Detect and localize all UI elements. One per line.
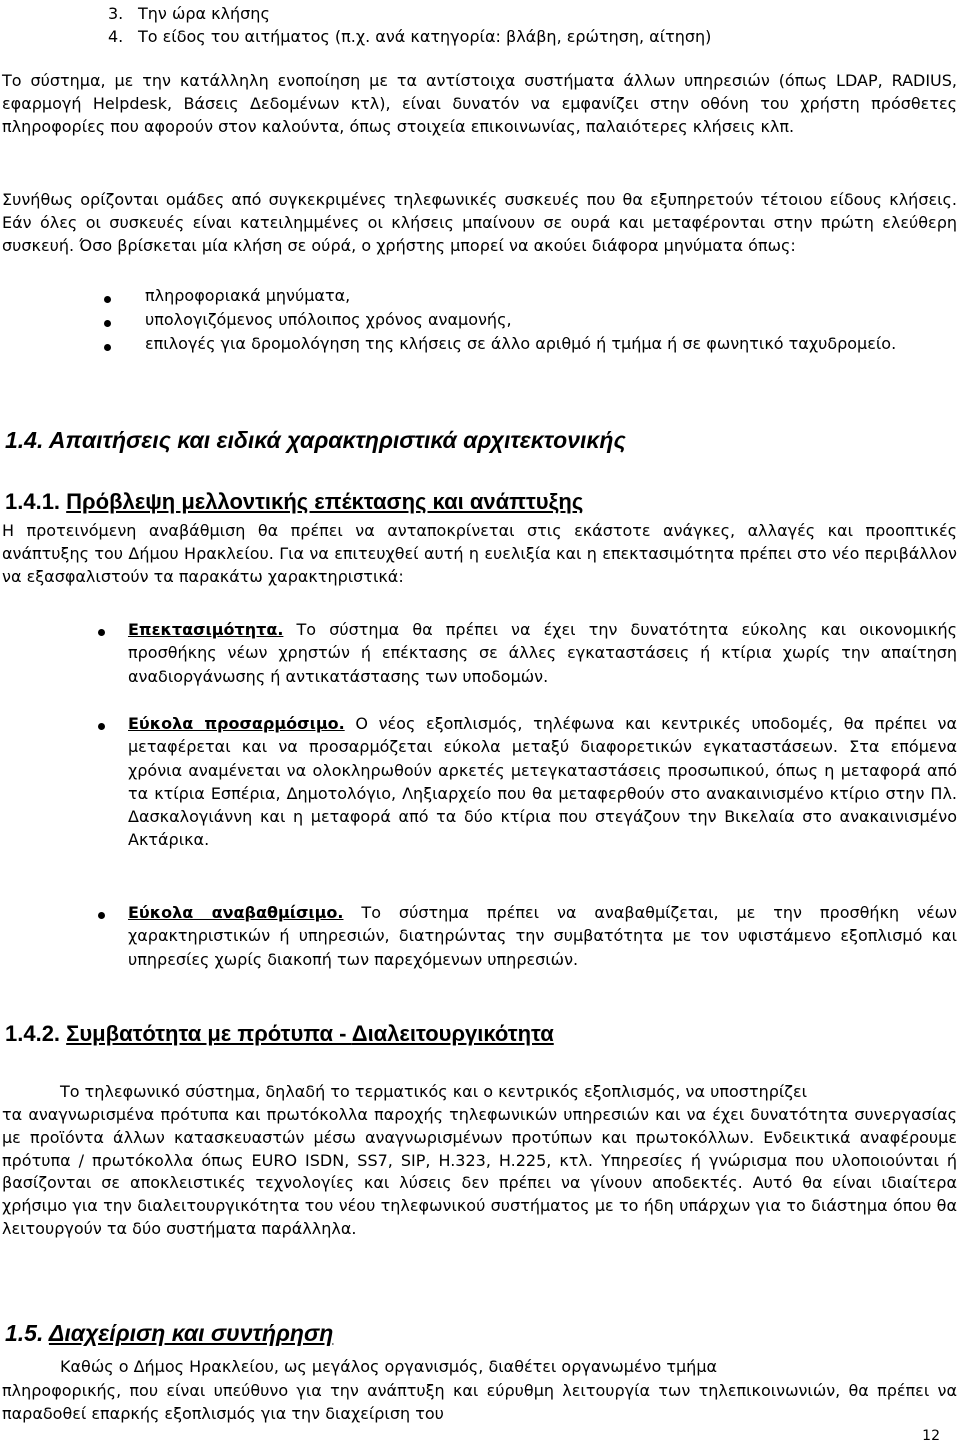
section-title: Διαχείριση και συντήρηση bbox=[48, 1320, 334, 1346]
feature-item bbox=[128, 712, 957, 852]
list-item: πληροφοριακά μηνύματα, bbox=[145, 286, 351, 305]
paragraph-integration: Το σύστημα, με την κατάλληλη ενοποίηση με τα αντίστοιχα συστήματα άλλων υπηρεσιών (όπως LDAP, RADIUS, εφαρμογή Helpdesk, Βάσεις Δεδομένων κτλ), είναι δυνατόν να εμφανίζει στην οθόνη του χρήστη πρόσθετες πληροφορίες που αφορούν στον καλούντα, όπως στοιχεία επικοινωνίας, παλαιότερες κλήσεις κλπ. bbox=[2, 71, 957, 136]
paragraph-maint-first-line: Καθώς ο Δήμος Ηρακλείου, ως μεγάλος οργανισμός, διαθέτει οργανωμένο τμήμα bbox=[60, 1357, 718, 1376]
bullet-icon bbox=[104, 320, 111, 327]
section-number: 1.4. bbox=[5, 427, 44, 453]
paragraph-call-groups: Συνήθως ορίζονται ομάδες από συγκεκριμένες τηλεφωνικές συσκευές που θα εξυπηρετούν τέτοιου είδους κλήσεις. Εάν όλες οι συσκευές είναι κατειλημμένες οι κλήσεις μπαίνουν σε ουρά και μεταφέρονται στην πρώτη ελεύθερη συσκευή. Όσο βρίσκεται μία κλήση σε ούρά, ο χρήστης μπορεί να ακούει διάφορα μηνύματα όπως: bbox=[2, 190, 957, 255]
list-item bbox=[108, 26, 712, 48]
section-title-part: Διαλειτουργικότητα bbox=[351, 1021, 554, 1046]
feature-lead: Εύκολα αναβαθμίσιμο. bbox=[128, 903, 344, 922]
bullet-icon bbox=[104, 296, 111, 303]
feature-item bbox=[128, 618, 957, 688]
feature-text: Το σύστημα πρέπει να αναβαθμίζεται, με την προσθήκη νέων χαρακτηριστικών ή υπηρεσιών, διατηρώντας την συμβατότητα με τον υφιστάμενο εξοπλισμό και υπηρεσίες χωρίς διακοπή των παρεχόμενων υπηρεσιών. bbox=[128, 903, 957, 969]
list-number: 3. bbox=[108, 4, 124, 23]
section-title-part: Συμβατότητα με πρότυπα - bbox=[66, 1021, 352, 1046]
section-title: Απαιτήσεις και ειδικά χαρακτηριστικά αρχιτεκτονικής bbox=[48, 427, 626, 453]
section-heading-1-4 bbox=[5, 427, 626, 454]
paragraph-upgrade: Η προτεινόμενη αναβάθμιση θα πρέπει να ανταποκρίνεται στις εκάστοτε ανάγκες, αλλαγές και προοπτικές ανάπτυξης του Δήμου Ηρακλείου. Για να επιτευχθεί αυτή η ευελιξία και η επεκτασιμότητα πρέπει στο νέο περιβάλλον να εξασφαλιστούν τα παρακάτω χαρακτηριστικά: bbox=[2, 521, 957, 586]
feature-lead: Εύκολα προσαρμόσιμο. bbox=[128, 714, 345, 733]
section-heading-1-5 bbox=[5, 1320, 333, 1347]
paragraph-maint: πληροφορικής, που είναι υπεύθυνο για την ανάπτυξη και εύρυθμη λειτουργία των τηλεπικοινωνιών, θα πρέπει να παραδοθεί επαρκής εξοπλισμός για την διαχείριση του bbox=[2, 1381, 957, 1423]
bullet-icon bbox=[98, 723, 105, 730]
paragraph-compat-first-line: Το τηλεφωνικό σύστημα, δηλαδή το τερματικός και ο κεντρικός εξοπλισμός, να υποστηρίζει bbox=[60, 1082, 808, 1101]
section-heading-1-4-1 bbox=[5, 489, 583, 515]
feature-item bbox=[128, 901, 957, 971]
list-item bbox=[108, 3, 270, 25]
bullet-icon bbox=[98, 629, 105, 636]
list-item: επιλογές για δρομολόγηση της κλήσεις σε άλλο αριθμό ή τμήμα ή σε φωνητικό ταχυδρομείο. bbox=[145, 334, 897, 353]
section-number: 1.4.2. bbox=[5, 1021, 61, 1046]
feature-text: Το σύστημα θα πρέπει να έχει την δυνατότητα εύκολης και οικονομικής προσθήκης νέων χρηστών ή επέκτασης σε άλλες εγκαταστάσεις ή κτίρια χωρίς την απαίτηση αναδιοργάνωσης ή αντικατάστασης των υποδομών. bbox=[128, 620, 957, 686]
paragraph-compat: τα αναγνωρισμένα πρότυπα και πρωτόκολλα παροχής τηλεφωνικών υπηρεσιών και να έχει δυνατότητα συνεργασίας με προϊόντα άλλων κατασκευαστών μέσω αναγνωρισμένων προτύπων και πρωτοκόλλων. Ενδεικτικά αναφέρουμε πρότυπα / πρωτόκολλα όπως EURO ISDN, SS7, SIP, H.323, H.225, κτλ. Υπηρεσίες ή γνώρισμα που υλοποιούνται ή βασίζονται σε αποκλειστικές τεχνολογίες και λύσεις δεν πρέπει να γίνουν αποδεκτές. Αυτό θα είναι ιδιαίτερα χρήσιμο για την διαλειτουργικότητα του νέου τηλεφωνικού συστήματος με το ήδη υπάρχων για το διάστημα όπου θα λειτουργούν τα δύο συστήματα παράλληλα. bbox=[2, 1105, 957, 1238]
bullet-icon bbox=[98, 912, 105, 919]
list-text: Το είδος του αιτήματος (π.χ. ανά κατηγορία: βλάβη, ερώτηση, αίτηση) bbox=[138, 27, 712, 46]
section-number: 1.5. bbox=[5, 1320, 44, 1346]
list-number: 4. bbox=[108, 27, 124, 46]
bullet-icon bbox=[104, 344, 111, 351]
feature-lead: Επεκτασιμότητα. bbox=[128, 620, 284, 639]
list-item: υπολογιζόμενος υπόλοιπος χρόνος αναμονής, bbox=[145, 310, 512, 329]
list-text: Την ώρα κλήσης bbox=[138, 4, 270, 23]
section-title: Πρόβλεψη μελλοντικής επέκτασης και ανάπτυξης bbox=[66, 489, 584, 514]
section-number: 1.4.1. bbox=[5, 489, 61, 514]
page-number: 12 bbox=[922, 1428, 940, 1444]
feature-text: Ο νέος εξοπλισμός, τηλέφωνα και κεντρικές υποδομές, θα πρέπει να μεταφέρεται και να προσαρμόζεται εύκολα μεταξύ διαφορετικών εγκαταστάσεων. Στα επόμενα χρόνια αναμένεται να ολοκληρωθούν αρκετές μετεγκαταστάσεις προσωπικού, όπως η μεταφορά από τα κτίρια Εσπέρια, Δημοτολόγιο, Ληξιαρχείο που θα μεταφερθούν στο ανακαινισμένο κτίριο στην Πλ. Δασκαλογιάννη και η μεταφορά από τα δύο κτίρια που στεγάζουν την Βικελαία στο ανακαινισμένο Ακτάρικα. bbox=[128, 714, 957, 850]
section-heading-1-4-2 bbox=[5, 1021, 554, 1047]
